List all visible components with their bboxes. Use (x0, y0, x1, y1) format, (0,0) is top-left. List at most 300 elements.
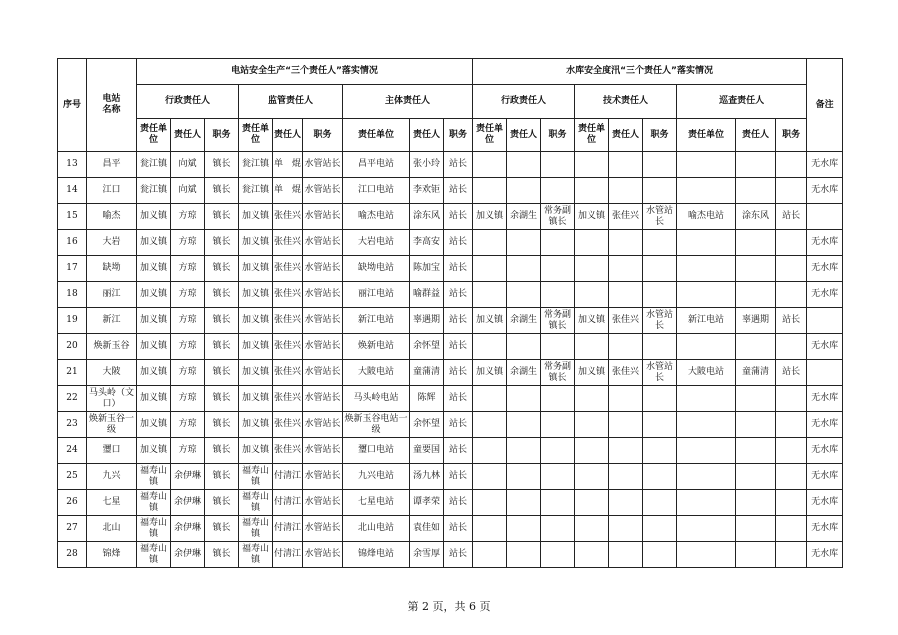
row-seq: 20 (58, 334, 87, 360)
main-person: 李高安 (410, 230, 444, 256)
main-unit: 锦烽电站 (343, 542, 410, 568)
table-row (58, 386, 843, 412)
supervise-post: 水管站长 (303, 386, 343, 412)
patrol-person (736, 230, 776, 256)
row-remark: 无水库 (807, 412, 843, 438)
main-unit: 江口电站 (343, 178, 410, 204)
patrol-person (736, 386, 776, 412)
admin-unit: 瓮江镇 (137, 178, 171, 204)
patrol-post (776, 178, 807, 204)
admin-person: 方琼 (171, 282, 205, 308)
header-remark: 备注 (807, 59, 843, 152)
row-seq: 15 (58, 204, 87, 230)
tech-unit: 加义镇 (575, 360, 609, 386)
main-post: 站长 (444, 386, 473, 412)
row-seq: 22 (58, 386, 87, 412)
patrol-unit (677, 490, 736, 516)
admin-unit: 加义镇 (137, 386, 171, 412)
tech-post (643, 230, 677, 256)
res-admin-unit (473, 178, 507, 204)
main-person: 袁佳如 (410, 516, 444, 542)
col-unit-wide: 责任单位 (677, 119, 736, 152)
admin-unit: 加义镇 (137, 412, 171, 438)
admin-post: 镇长 (205, 412, 239, 438)
res-admin-post (541, 386, 575, 412)
patrol-post (776, 464, 807, 490)
row-station-name: 缺坳 (87, 256, 137, 282)
admin-unit: 加义镇 (137, 256, 171, 282)
row-remark: 无水库 (807, 256, 843, 282)
res-admin-unit (473, 490, 507, 516)
admin-post: 镇长 (205, 438, 239, 464)
patrol-person (736, 542, 776, 568)
patrol-person (736, 178, 776, 204)
patrol-post (776, 412, 807, 438)
patrol-person (736, 152, 776, 178)
patrol-post: 站长 (776, 204, 807, 230)
main-unit: 北山电站 (343, 516, 410, 542)
admin-unit: 瓮江镇 (137, 152, 171, 178)
patrol-unit (677, 282, 736, 308)
admin-person: 方琼 (171, 230, 205, 256)
supervise-person: 单 焜 (273, 152, 303, 178)
supervise-person: 张佳兴 (273, 256, 303, 282)
admin-unit: 加义镇 (137, 334, 171, 360)
main-unit: 丽江电站 (343, 282, 410, 308)
res-admin-person: 余湖生 (507, 308, 541, 334)
res-admin-post (541, 334, 575, 360)
patrol-unit (677, 256, 736, 282)
main-unit: 焕新电站 (343, 334, 410, 360)
supervise-unit: 瓮江镇 (239, 152, 273, 178)
supervise-person: 付清江 (273, 542, 303, 568)
row-seq: 26 (58, 490, 87, 516)
col-person: 责任人 (609, 119, 643, 152)
supervise-post: 水管站长 (303, 334, 343, 360)
tech-person (609, 256, 643, 282)
supervise-person: 张佳兴 (273, 438, 303, 464)
row-seq: 16 (58, 230, 87, 256)
admin-post: 镇长 (205, 464, 239, 490)
res-admin-unit (473, 256, 507, 282)
tech-post (643, 464, 677, 490)
header-group-station: 电站安全生产“三个责任人”落实情况 (137, 59, 473, 85)
admin-post: 镇长 (205, 386, 239, 412)
supervise-person: 张佳兴 (273, 412, 303, 438)
patrol-unit: 大陂电站 (677, 360, 736, 386)
main-person: 余怀望 (410, 334, 444, 360)
patrol-person (736, 334, 776, 360)
admin-unit: 福寿山 镇 (137, 516, 171, 542)
supervise-post: 水管站长 (303, 178, 343, 204)
patrol-person (736, 490, 776, 516)
patrol-post (776, 334, 807, 360)
main-person: 童蒲清 (410, 360, 444, 386)
col-unit: 责任单 位 (473, 119, 507, 152)
row-seq: 27 (58, 516, 87, 542)
table-row (58, 412, 843, 438)
tech-post (643, 334, 677, 360)
row-remark: 无水库 (807, 334, 843, 360)
tech-unit (575, 438, 609, 464)
res-admin-post (541, 516, 575, 542)
admin-post: 镇长 (205, 516, 239, 542)
admin-person: 方琼 (171, 334, 205, 360)
patrol-unit (677, 542, 736, 568)
res-admin-unit (473, 386, 507, 412)
table-row (58, 438, 843, 464)
admin-person: 余伊琳 (171, 464, 205, 490)
header-sub-supervise: 监管责任人 (239, 85, 343, 119)
patrol-person (736, 282, 776, 308)
table-row (58, 152, 843, 178)
row-remark: 无水库 (807, 490, 843, 516)
main-person: 辜遇期 (410, 308, 444, 334)
res-admin-post (541, 256, 575, 282)
tech-person (609, 230, 643, 256)
main-unit: 七星电站 (343, 490, 410, 516)
row-station-name: 锦烽 (87, 542, 137, 568)
tech-post (643, 178, 677, 204)
row-station-name: 江口 (87, 178, 137, 204)
tech-person (609, 490, 643, 516)
main-post: 站长 (444, 256, 473, 282)
tech-unit: 加义镇 (575, 204, 609, 230)
row-remark (807, 204, 843, 230)
res-admin-unit: 加义镇 (473, 360, 507, 386)
tech-post (643, 386, 677, 412)
tech-post (643, 516, 677, 542)
tech-unit (575, 386, 609, 412)
col-person: 责任人 (410, 119, 444, 152)
main-post: 站长 (444, 542, 473, 568)
admin-unit: 福寿山 镇 (137, 542, 171, 568)
admin-person: 方琼 (171, 386, 205, 412)
res-admin-person (507, 282, 541, 308)
main-person: 喻群益 (410, 282, 444, 308)
row-station-name: 焕新玉谷 (87, 334, 137, 360)
row-seq: 24 (58, 438, 87, 464)
main-unit: 大陂电站 (343, 360, 410, 386)
res-admin-unit (473, 516, 507, 542)
res-admin-post (541, 438, 575, 464)
res-admin-post (541, 282, 575, 308)
main-unit: 喻杰电站 (343, 204, 410, 230)
admin-person: 方琼 (171, 438, 205, 464)
res-admin-post (541, 490, 575, 516)
admin-unit: 加义镇 (137, 230, 171, 256)
header-sub-admin2: 行政责任人 (473, 85, 575, 119)
patrol-unit (677, 334, 736, 360)
tech-post (643, 438, 677, 464)
main-post: 站长 (444, 516, 473, 542)
res-admin-unit (473, 412, 507, 438)
admin-unit: 加义镇 (137, 282, 171, 308)
admin-post: 镇长 (205, 334, 239, 360)
admin-post: 镇长 (205, 256, 239, 282)
row-station-name: 喻杰 (87, 204, 137, 230)
patrol-post (776, 516, 807, 542)
main-person: 汤九林 (410, 464, 444, 490)
supervise-post: 水管站长 (303, 412, 343, 438)
col-post: 职务 (643, 119, 677, 152)
row-remark: 无水库 (807, 282, 843, 308)
tech-person (609, 542, 643, 568)
admin-person: 方琼 (171, 308, 205, 334)
main-person: 陈辉 (410, 386, 444, 412)
patrol-post: 站长 (776, 360, 807, 386)
row-remark: 无水库 (807, 438, 843, 464)
supervise-person: 张佳兴 (273, 360, 303, 386)
admin-unit: 福寿山 镇 (137, 490, 171, 516)
tech-post: 水管站 长 (643, 204, 677, 230)
res-admin-person (507, 386, 541, 412)
main-person: 余怀望 (410, 412, 444, 438)
admin-person: 方琼 (171, 360, 205, 386)
main-post: 站长 (444, 230, 473, 256)
supervise-unit: 福寿山 镇 (239, 516, 273, 542)
admin-post: 镇长 (205, 178, 239, 204)
main-post: 站长 (444, 204, 473, 230)
supervise-unit: 加义镇 (239, 308, 273, 334)
patrol-person (736, 464, 776, 490)
table-row (58, 178, 843, 204)
row-station-name: 瓕口 (87, 438, 137, 464)
patrol-unit (677, 178, 736, 204)
table-row (58, 256, 843, 282)
supervise-unit: 福寿山 镇 (239, 464, 273, 490)
admin-unit: 加义镇 (137, 438, 171, 464)
col-person: 责任人 (736, 119, 776, 152)
supervise-post: 水管站长 (303, 152, 343, 178)
main-unit: 缺坳电站 (343, 256, 410, 282)
patrol-unit (677, 230, 736, 256)
main-post: 站长 (444, 490, 473, 516)
supervise-person: 张佳兴 (273, 204, 303, 230)
res-admin-person (507, 516, 541, 542)
supervise-person: 付清江 (273, 516, 303, 542)
main-unit: 九兴电站 (343, 464, 410, 490)
tech-person (609, 464, 643, 490)
res-admin-post (541, 412, 575, 438)
tech-unit (575, 464, 609, 490)
patrol-person: 童蒲清 (736, 360, 776, 386)
admin-person: 余伊琳 (171, 490, 205, 516)
res-admin-post: 常务副 镇长 (541, 204, 575, 230)
row-station-name: 大陂 (87, 360, 137, 386)
admin-person: 方琼 (171, 256, 205, 282)
tech-unit (575, 490, 609, 516)
tech-post (643, 282, 677, 308)
res-admin-unit (473, 542, 507, 568)
patrol-post (776, 230, 807, 256)
table-row (58, 204, 843, 230)
row-seq: 13 (58, 152, 87, 178)
row-station-name: 北山 (87, 516, 137, 542)
res-admin-unit: 加义镇 (473, 204, 507, 230)
main-post: 站长 (444, 178, 473, 204)
header-sub-tech: 技术责任人 (575, 85, 677, 119)
row-remark: 无水库 (807, 178, 843, 204)
admin-unit: 福寿山 镇 (137, 464, 171, 490)
patrol-post (776, 386, 807, 412)
tech-unit (575, 334, 609, 360)
row-station-name: 马头岭（文 口） (87, 386, 137, 412)
supervise-unit: 加义镇 (239, 438, 273, 464)
supervise-person: 付清江 (273, 464, 303, 490)
table-row (58, 282, 843, 308)
row-remark: 无水库 (807, 542, 843, 568)
row-remark (807, 308, 843, 334)
res-admin-post (541, 230, 575, 256)
page-footer: 第 2 页，共 6 页 (407, 600, 491, 613)
table-row (58, 542, 843, 568)
col-post: 职务 (776, 119, 807, 152)
supervise-post: 水管站长 (303, 542, 343, 568)
supervise-unit: 加义镇 (239, 334, 273, 360)
row-station-name: 七星 (87, 490, 137, 516)
res-admin-person (507, 490, 541, 516)
res-admin-post (541, 542, 575, 568)
res-admin-person (507, 542, 541, 568)
tech-person: 张佳兴 (609, 360, 643, 386)
patrol-unit: 新江电站 (677, 308, 736, 334)
col-person: 责任人 (507, 119, 541, 152)
col-post: 职务 (205, 119, 239, 152)
tech-post (643, 542, 677, 568)
patrol-post (776, 152, 807, 178)
col-unit: 责任单 位 (575, 119, 609, 152)
header-sub-patrol: 巡查责任人 (677, 85, 807, 119)
admin-post: 镇长 (205, 152, 239, 178)
res-admin-post: 常务副 镇长 (541, 308, 575, 334)
tech-unit (575, 256, 609, 282)
tech-person (609, 386, 643, 412)
col-person: 责任人 (171, 119, 205, 152)
res-admin-person (507, 438, 541, 464)
main-post: 站长 (444, 152, 473, 178)
tech-post (643, 256, 677, 282)
patrol-person: 涂东风 (736, 204, 776, 230)
row-seq: 18 (58, 282, 87, 308)
tech-post: 水管站 长 (643, 360, 677, 386)
patrol-post (776, 438, 807, 464)
supervise-person: 张佳兴 (273, 282, 303, 308)
admin-person: 余伊琳 (171, 516, 205, 542)
supervise-person: 张佳兴 (273, 334, 303, 360)
res-admin-post (541, 464, 575, 490)
row-remark: 无水库 (807, 152, 843, 178)
col-post: 职务 (541, 119, 575, 152)
patrol-unit (677, 152, 736, 178)
row-remark: 无水库 (807, 464, 843, 490)
col-unit-wide: 责任单位 (343, 119, 410, 152)
patrol-post (776, 542, 807, 568)
main-unit: 昌平电站 (343, 152, 410, 178)
admin-unit: 加义镇 (137, 360, 171, 386)
patrol-unit (677, 412, 736, 438)
tech-person (609, 516, 643, 542)
row-seq: 28 (58, 542, 87, 568)
tech-unit: 加义镇 (575, 308, 609, 334)
row-seq: 19 (58, 308, 87, 334)
row-seq: 25 (58, 464, 87, 490)
table-row (58, 464, 843, 490)
supervise-post: 水管站长 (303, 360, 343, 386)
row-seq: 17 (58, 256, 87, 282)
supervise-unit: 加义镇 (239, 256, 273, 282)
row-station-name: 新江 (87, 308, 137, 334)
supervise-post: 水管站长 (303, 438, 343, 464)
row-station-name: 昌平 (87, 152, 137, 178)
admin-post: 镇长 (205, 542, 239, 568)
header-sub-main: 主体责任人 (343, 85, 473, 119)
admin-person: 向斌 (171, 152, 205, 178)
res-admin-unit (473, 464, 507, 490)
res-admin-person: 余湖生 (507, 204, 541, 230)
main-post: 站长 (444, 412, 473, 438)
patrol-person (736, 412, 776, 438)
admin-post: 镇长 (205, 360, 239, 386)
table-row (58, 360, 843, 386)
tech-person: 张佳兴 (609, 204, 643, 230)
tech-unit (575, 282, 609, 308)
admin-post: 镇长 (205, 204, 239, 230)
main-unit: 大岩电站 (343, 230, 410, 256)
admin-person: 方琼 (171, 412, 205, 438)
res-admin-unit (473, 282, 507, 308)
main-person: 涂东风 (410, 204, 444, 230)
patrol-post (776, 282, 807, 308)
res-admin-person (507, 256, 541, 282)
table-row (58, 334, 843, 360)
supervise-post: 水管站长 (303, 256, 343, 282)
res-admin-person (507, 334, 541, 360)
main-unit: 瓕口电站 (343, 438, 410, 464)
patrol-unit (677, 516, 736, 542)
row-station-name: 焕新玉谷一 级 (87, 412, 137, 438)
res-admin-post (541, 152, 575, 178)
supervise-person: 张佳兴 (273, 308, 303, 334)
main-person: 谭孝荣 (410, 490, 444, 516)
supervise-unit: 加义镇 (239, 204, 273, 230)
tech-unit (575, 412, 609, 438)
admin-post: 镇长 (205, 490, 239, 516)
row-station-name: 九兴 (87, 464, 137, 490)
patrol-post (776, 490, 807, 516)
table-row (58, 490, 843, 516)
tech-unit (575, 516, 609, 542)
res-admin-unit (473, 152, 507, 178)
main-person: 童要国 (410, 438, 444, 464)
main-post: 站长 (444, 464, 473, 490)
row-remark: 无水库 (807, 386, 843, 412)
res-admin-unit (473, 230, 507, 256)
supervise-post: 水管站长 (303, 464, 343, 490)
patrol-person (736, 438, 776, 464)
supervise-post: 水管站长 (303, 490, 343, 516)
admin-unit: 加义镇 (137, 204, 171, 230)
main-post: 站长 (444, 334, 473, 360)
tech-person (609, 152, 643, 178)
main-person: 余雪厚 (410, 542, 444, 568)
row-seq: 23 (58, 412, 87, 438)
supervise-person: 张佳兴 (273, 230, 303, 256)
patrol-unit (677, 464, 736, 490)
row-remark: 无水库 (807, 516, 843, 542)
col-unit: 责任单 位 (137, 119, 171, 152)
main-person: 张小玲 (410, 152, 444, 178)
